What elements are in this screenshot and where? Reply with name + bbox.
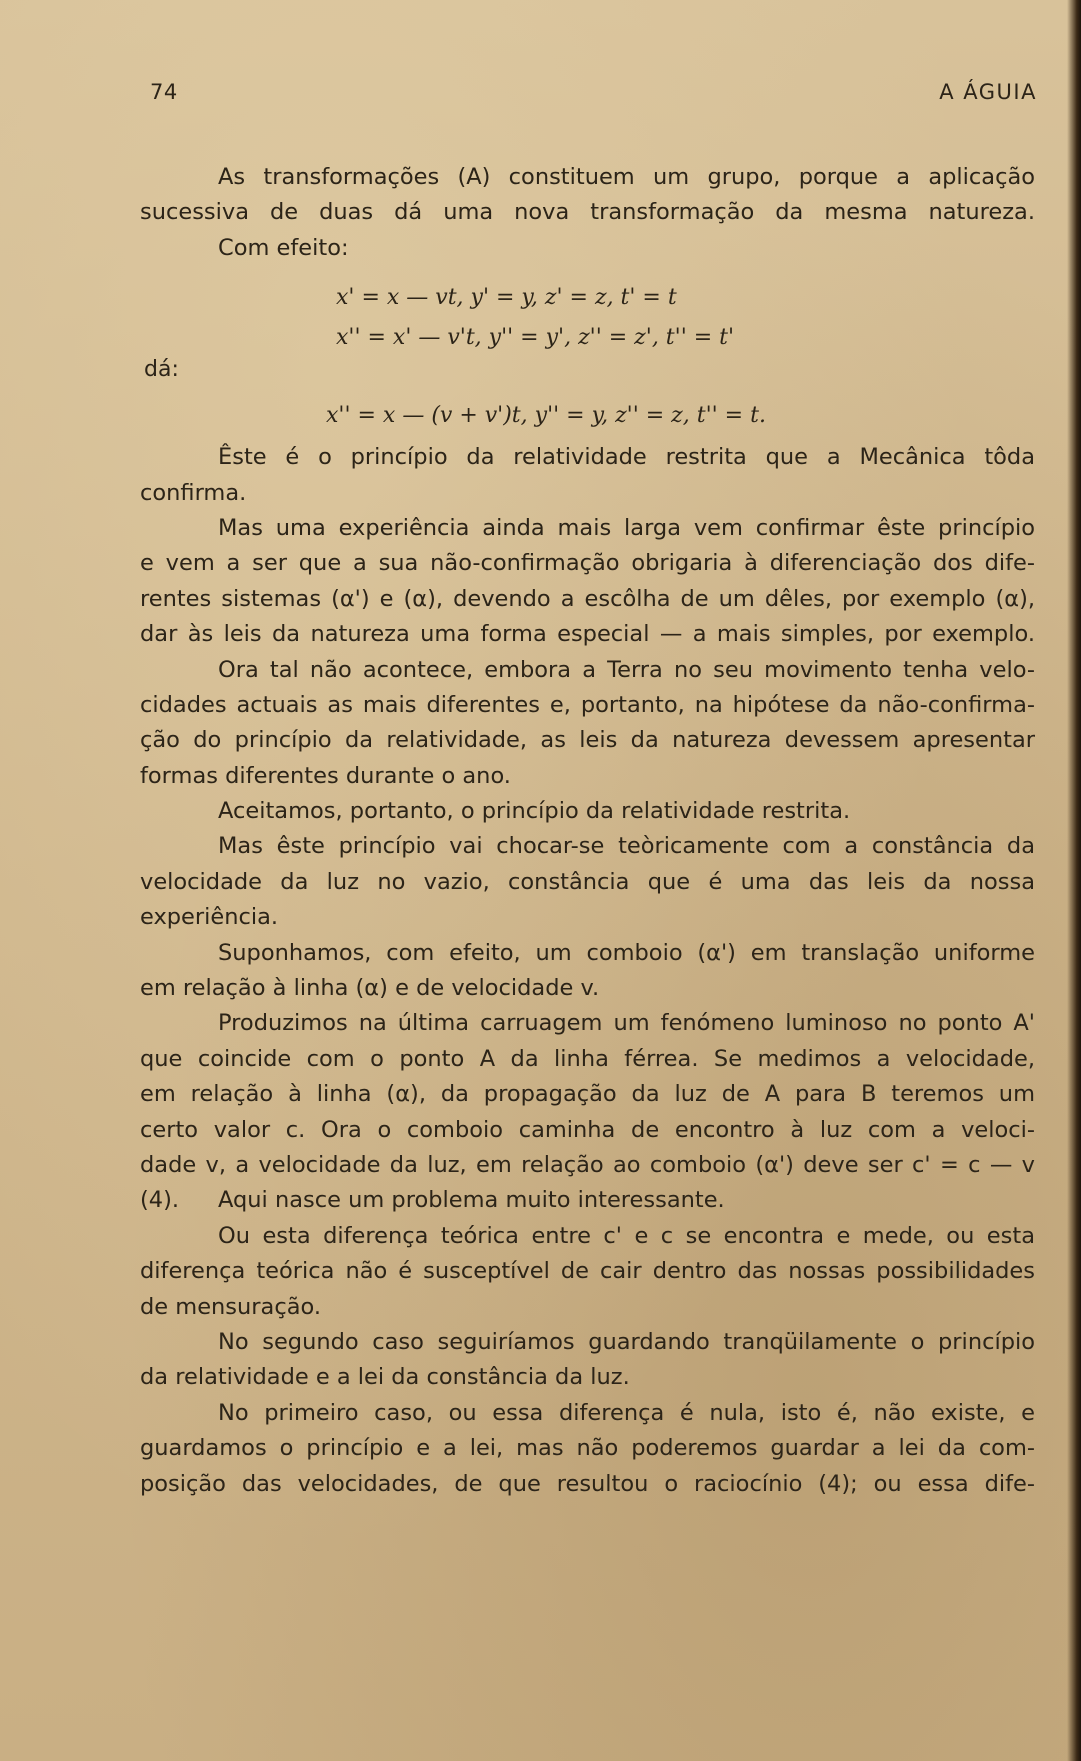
text-line: guardamos o princípio e a lei, mas não poderemos guardar a lei da com- xyxy=(140,1435,1035,1462)
text-line: ção do princípio da relatividade, as leis da natureza devessem apresentar xyxy=(140,727,1035,754)
equation-result: x'' = x — (v + v')t, y'' = y, z'' = z, t'' = t. xyxy=(326,403,766,429)
equation-result-label: dá: xyxy=(144,357,179,383)
text-line: sucessiva de duas dá uma nova transformação da mesma natureza. xyxy=(140,199,1035,226)
text-line: experiência. xyxy=(140,904,279,931)
text-line: As transformações (A) constituem um grupo, porque a aplicação xyxy=(218,164,1035,190)
equation-block xyxy=(140,270,1035,440)
text-line: Ora tal não acontece, embora a Terra no seu movimento tenha velo- xyxy=(218,656,1035,683)
text-line: rentes sistemas (α') e (α), devendo a escôlha de um dêles, por exemplo (α), xyxy=(140,585,1035,612)
text-line: Aceitamos, portanto, o princípio da relatividade restrita. xyxy=(218,798,851,825)
text-line: formas diferentes durante o ano. xyxy=(140,762,511,789)
text-line: velocidade da luz no vazio, constância que é uma das leis da nossa xyxy=(140,868,1035,895)
text-line: No primeiro caso, ou essa diferença é nula, isto é, não existe, e xyxy=(218,1399,1035,1426)
text-line: certo valor c. Ora o comboio caminha de encontro à luz com a veloci- xyxy=(140,1116,1035,1143)
text-line: posição das velocidades, de que resultou o raciocínio (4); ou essa dife- xyxy=(140,1470,1035,1497)
text-line: confirma. xyxy=(140,479,247,506)
text-line: Suponhamos, com efeito, um comboio (α') em translação uniforme xyxy=(218,939,1035,966)
text-line: Mas uma experiência ainda mais larga vem confirmar êste princípio xyxy=(218,514,1035,541)
page-number: 74 xyxy=(150,80,178,104)
text-line: de mensuração. xyxy=(140,1293,321,1320)
text-line: da relatividade e a lei da constância da luz. xyxy=(140,1364,630,1391)
page-header xyxy=(150,80,1037,110)
text-line: cidades actuais as mais diferentes e, portanto, na hipótese da não-confirma- xyxy=(140,691,1035,718)
text-line: No segundo caso seguiríamos guardando tranqüilamente o princípio xyxy=(218,1328,1035,1355)
equation-1: x' = x — vt, y' = y, z' = z, t' = t xyxy=(336,285,677,311)
body-text xyxy=(140,160,1035,1502)
text-line: Êste é o princípio da relatividade restrita que a Mecânica tôda xyxy=(218,444,1035,471)
text-line: em relação à linha (α) e de velocidade v. xyxy=(140,975,600,1002)
text-line: Mas êste princípio vai chocar-se teòricamente com a constância da xyxy=(218,833,1035,860)
text-line: diferença teórica não é susceptível de cair dentro das nossas possibilidades xyxy=(140,1258,1035,1285)
text-line: Com efeito: xyxy=(218,234,349,261)
page-edge-shadow xyxy=(1067,0,1081,1761)
equation-2: x'' = x' — v't, y'' = y', z'' = z', t'' = t' xyxy=(336,325,735,351)
text-line: que coincide com o ponto A da linha férrea. Se medimos a velocidade, xyxy=(140,1045,1035,1072)
running-title: A ÁGUIA xyxy=(939,80,1037,104)
text-line: dade v, a velocidade da luz, em relação ao comboio (α') deve ser c' = c — v (4). xyxy=(140,1151,1035,1214)
text-line: em relação à linha (α), da propagação da luz de A para B teremos um xyxy=(140,1081,1035,1108)
text-line: Produzimos na última carruagem um fenómeno luminoso no ponto A' xyxy=(218,1010,1035,1037)
text-line: Ou esta diferença teórica entre c' e c se encontra e mede, ou esta xyxy=(218,1222,1035,1249)
paragraph-lines xyxy=(140,440,1035,1502)
text-line: e vem a ser que a sua não-confirmação obrigaria à diferenciação dos dife- xyxy=(140,550,1035,577)
text-line: Aqui nasce um problema muito interessante. xyxy=(218,1187,725,1214)
text-line: dar às leis da natureza uma forma especial — a mais simples, por exemplo. xyxy=(140,621,1035,648)
